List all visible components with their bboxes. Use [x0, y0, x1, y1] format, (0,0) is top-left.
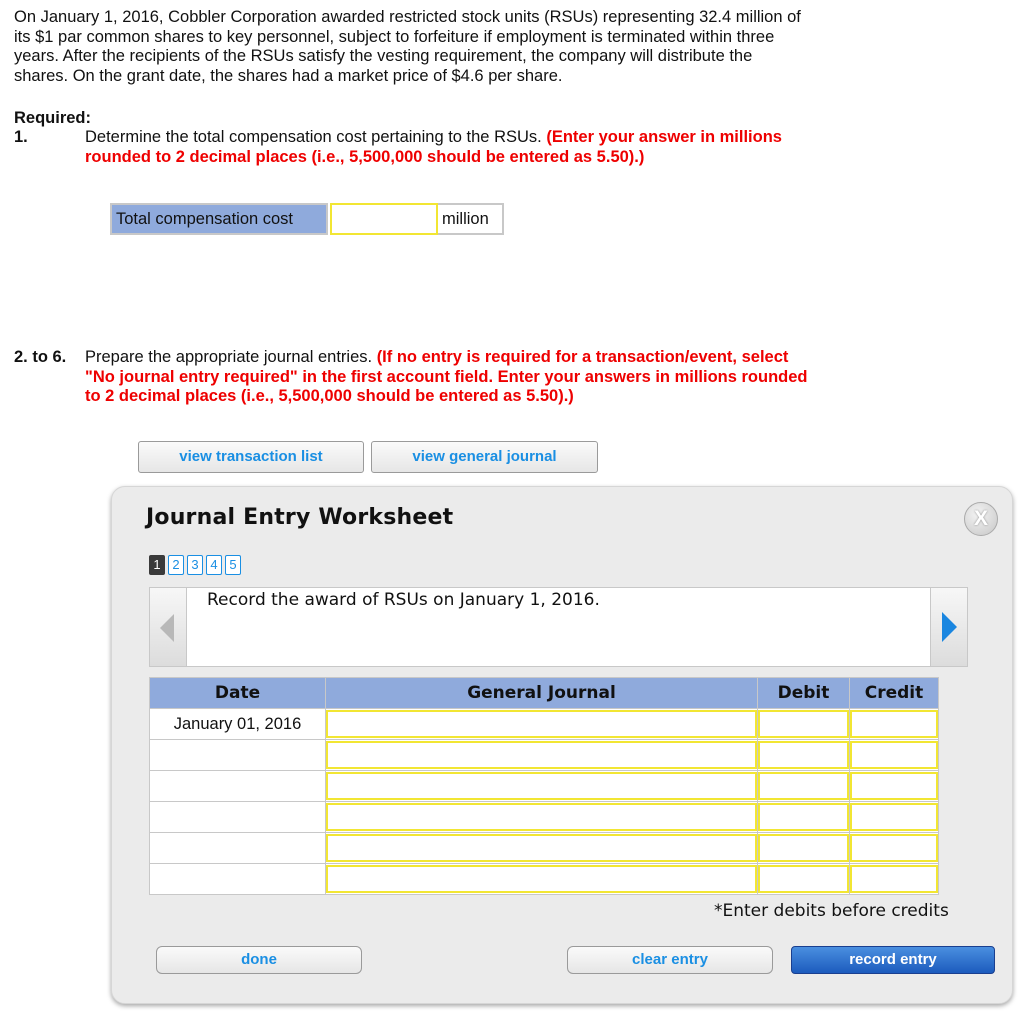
account-input[interactable] — [326, 710, 757, 738]
debit-input[interactable] — [758, 772, 849, 800]
journal-header-row — [150, 678, 939, 709]
credit-input[interactable] — [850, 772, 938, 800]
debit-credit-hint: *Enter debits before credits — [714, 901, 949, 921]
clear-entry-button[interactable]: clear entry — [567, 946, 773, 974]
question-1-emphasis: (Enter your answer in millions — [546, 128, 782, 146]
next-step-button[interactable] — [930, 587, 968, 667]
table-row — [150, 833, 939, 864]
date-cell — [150, 833, 326, 864]
view-general-journal-button[interactable]: view general journal — [371, 441, 598, 473]
date-cell — [150, 771, 326, 802]
credit-input[interactable] — [850, 710, 938, 738]
transaction-description-box — [186, 587, 931, 667]
problem-statement — [14, 8, 914, 86]
date-cell: January 01, 2016 — [150, 709, 326, 740]
total-compensation-unit: million — [438, 203, 504, 235]
intro-line: its $1 par common shares to key personnel, subject to forfeiture if employment is terminated within three — [14, 27, 775, 46]
intro-line: shares. On the grant date, the shares had a market price of $4.6 per share. — [14, 66, 563, 85]
table-row — [150, 771, 939, 802]
question-1-text — [85, 128, 985, 167]
step-2-tab[interactable]: 2 — [168, 555, 184, 575]
step-pager — [149, 555, 241, 575]
credit-input[interactable] — [850, 865, 938, 893]
account-input[interactable] — [326, 834, 757, 862]
worksheet-title: Journal Entry Worksheet — [146, 505, 454, 530]
date-cell — [150, 740, 326, 771]
question-2-instruction: Prepare the appropriate journal entries. — [85, 348, 377, 366]
view-transaction-list-button[interactable]: view transaction list — [138, 441, 364, 473]
step-4-tab[interactable]: 4 — [206, 555, 222, 575]
done-button[interactable]: done — [156, 946, 362, 974]
account-input[interactable] — [326, 803, 757, 831]
total-compensation-label: Total compensation cost — [110, 203, 328, 235]
table-row — [150, 709, 939, 740]
question-1-instruction: Determine the total compensation cost pertaining to the RSUs. — [85, 128, 547, 146]
record-entry-button[interactable]: record entry — [791, 946, 995, 974]
question-2-emphasis: (If no entry is required for a transaction/event, select — [376, 348, 789, 366]
question-2-number: 2. to 6. — [14, 348, 67, 366]
debit-input[interactable] — [758, 741, 849, 769]
question-1-number: 1. — [14, 128, 28, 146]
previous-step-button[interactable] — [149, 587, 187, 667]
intro-line: On January 1, 2016, Cobbler Corporation awarded restricted stock units (RSUs) representing 32.4 million of — [14, 8, 801, 26]
credit-input[interactable] — [850, 741, 938, 769]
date-cell — [150, 864, 326, 895]
debit-input[interactable] — [758, 834, 849, 862]
intro-line: years. After the recipients of the RSUs satisfy the vesting requirement, the company will distribute the — [14, 47, 753, 65]
general-journal-column-header: General Journal — [326, 678, 758, 709]
transaction-description: Record the award of RSUs on January 1, 2016. — [207, 590, 600, 610]
credit-input[interactable] — [850, 834, 938, 862]
debit-input[interactable] — [758, 803, 849, 831]
question-2-emphasis: to 2 decimal places (i.e., 5,500,000 should be entered as 5.50).) — [85, 387, 574, 405]
step-1-tab[interactable]: 1 — [149, 555, 165, 575]
table-row — [150, 864, 939, 895]
required-heading: Required: — [14, 109, 92, 127]
debit-input[interactable] — [758, 710, 849, 738]
step-5-tab[interactable]: 5 — [225, 555, 241, 575]
credit-input[interactable] — [850, 803, 938, 831]
arrow-left-icon — [160, 614, 174, 642]
account-input[interactable] — [326, 772, 757, 800]
date-cell — [150, 802, 326, 833]
question-1-emphasis: rounded to 2 decimal places (i.e., 5,500,000 should be entered as 5.50).) — [85, 147, 645, 166]
journal-table — [149, 677, 939, 895]
credit-column-header: Credit — [850, 678, 939, 709]
table-row — [150, 802, 939, 833]
step-3-tab[interactable]: 3 — [187, 555, 203, 575]
question-2-text — [85, 348, 1005, 407]
date-column-header: Date — [150, 678, 326, 709]
account-input[interactable] — [326, 865, 757, 893]
table-row — [150, 740, 939, 771]
total-compensation-input[interactable] — [330, 203, 438, 235]
arrow-right-icon — [942, 612, 957, 642]
debit-input[interactable] — [758, 865, 849, 893]
total-compensation-row — [110, 203, 504, 235]
close-icon[interactable]: X — [964, 502, 998, 536]
account-input[interactable] — [326, 741, 757, 769]
debit-column-header: Debit — [758, 678, 850, 709]
question-2-emphasis: "No journal entry required" in the first account field. Enter your answers in millions rounded — [85, 367, 808, 386]
journal-entry-worksheet — [111, 486, 1013, 1004]
